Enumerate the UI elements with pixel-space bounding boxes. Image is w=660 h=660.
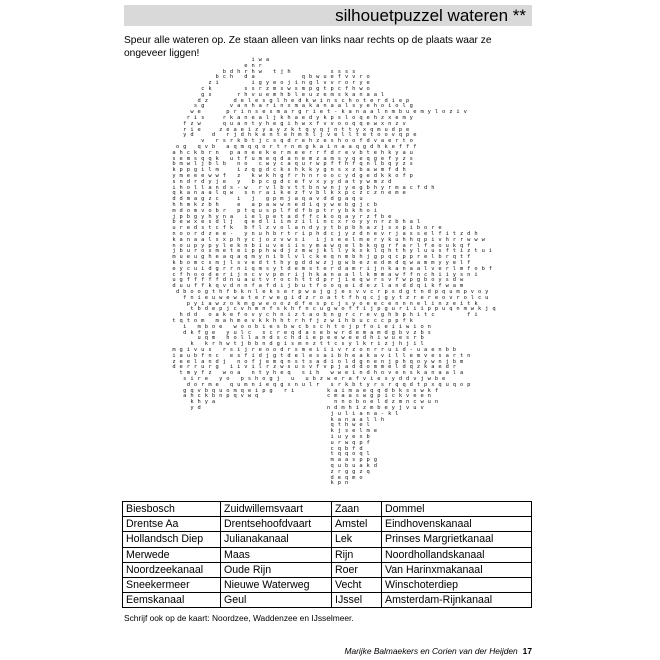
word-cell: Eemskanaal [123, 593, 221, 608]
word-cell: Eindhovenskanaal [382, 517, 532, 532]
silhouette-letter-grid [140, 58, 540, 498]
grid-row: w e p r i n s e s m a r g r i e t - k a n a a l n m b u e m y l o z i v [140, 109, 468, 116]
grid-row: r i s r k a n e a l j k h a e d y k p s l o q e h z x e m y [140, 115, 414, 121]
grid-row: u g f f f f f d n u a u t v r o c h t t d p r j i e q w r s v f w p g b o y s d w [140, 277, 464, 284]
word-cell: Geul [221, 593, 332, 608]
page-number: 17 [522, 646, 532, 656]
grid-row: c f h o o d e r i j n c v v p m r i j h k a n a a l l k m m a w f f n c h i i y s n i [140, 271, 478, 278]
word-cell: Sneekermeer [123, 577, 221, 592]
grid-row: d e q m o [140, 474, 363, 481]
footer-authors: Marijke Balmaekers en Corien van der Heijden [344, 646, 518, 656]
word-cell: Noordhollandskanaal [382, 547, 532, 562]
grid-row: i u y e x b [140, 434, 371, 440]
grid-row: b e w x e s d l j q e d l i i m z i l i n c x r o y y n r z b h a l [140, 219, 421, 226]
grid-row: t b d e p j c v h m n f s k h f n c u g w o f f i j p g u r i i i p p u q n m w k j q [140, 306, 496, 313]
grid-row: g q v b q u o m q e i p g r i k a i m a e q q d b k s x w k f [140, 387, 439, 394]
word-cell: Drentse Aa [123, 517, 221, 532]
grid-row: p y i a w z o k m g w e o o z d f e s p c j s y o e e c e n n n e l i n z e i t k [140, 300, 478, 307]
grid-row: b c h d a q b w u e f v v r o [140, 74, 371, 81]
grid-row: i w a [140, 57, 270, 63]
word-cell: Drentsehoofdvaart [221, 517, 332, 532]
word-cell: Julianakanaal [221, 532, 332, 547]
grid-row: u q m h o l l a n d s c h d i e p e e w e e d h i w u e s r b [140, 335, 425, 342]
grid-row: d o r m e q u m n i e q g x n u l r s r k b t y r s r q q d t p x q u q o p [140, 381, 471, 388]
grid-row: u r e d s t c f k b f l z v o l a n d y y t b p b h a z j s x p i b o r e [140, 225, 443, 232]
grid-row: q u b u a k d [140, 463, 378, 469]
grid-row: h d d o a k e f o v y c h n i z t a o b n g r c r e v g h b p h i t c f i [140, 312, 478, 319]
grid-row: s e m s q q k u t f u m e q d a n e m z a m s y q e q g e f y z s [140, 155, 414, 162]
word-cell: Amsterdam-Rijnkanaal [382, 593, 532, 608]
table-row [123, 547, 532, 562]
grid-row: u r w q p f [140, 439, 371, 446]
grid-row: d u u f f k q v d n n f a f d i j b u t f o o q e i d e z l a n d d q i k f w a m [140, 283, 464, 290]
grid-row: i m b o e w o o b i e s b w c b s c h t o j p f o i e i i w i o n [140, 323, 432, 330]
table-row [123, 502, 532, 517]
grid-row: g s r h v u e m h b l e u z e m s k a n a a l [140, 91, 385, 98]
word-cell: Roer [332, 562, 382, 577]
grid-row: k h y a n n o b o e l d z m n c w u n [140, 399, 439, 406]
grid-row: n o u p y p y l e k n b i u v e i i s y m a w q e l b k q g r f a r l f e o u k q f [140, 242, 471, 249]
grid-row: m g i v u s r s i j r e o o d r s m e i i i v r z o n r r u i d - u a e n b b [140, 347, 457, 353]
grid-row: i h o l l a n d s - w r v l b v t t b n w n j y e g b h y r m a c f d h [140, 184, 435, 191]
grid-row: v r s r k b t j c s q d r e h z e s h o o f d v a e r t o [140, 138, 414, 145]
grid-row: z i i g y e o j i n g l v v r o r y e [140, 80, 371, 87]
grid-row: i a u b f n c e s f i d j g t d e l e s a i b h e a k a v i l l e m v e s a r t n [140, 352, 471, 359]
grid-row: h h m k z b h e a p a w w n e d i q y w e b g j c b [140, 202, 378, 208]
grid-row: s g v a n h a r i n x m a k a n a a l s y e h o i o l g [140, 103, 414, 110]
grid-row: t q t o m m a h m e v k k h h t r h f j z w i h b u c c c p p f k [140, 318, 414, 324]
grid-row: f n i e u w e w a t e r w e g i d z r o a t t f h q c j g y t z r e r e o v r o l c u [140, 294, 489, 301]
word-cell: Dommel [382, 502, 532, 517]
grid-row: k p n [140, 480, 349, 487]
grid-row: b m w l j b l b n o c w y c a q u r w p f f h f q n l b q y z s [140, 161, 414, 168]
instructions: Speur alle wateren op. Ze staan alleen van links naar rechts op de plaats waar ze ongeveer liggen! [124, 35, 492, 59]
grid-row: m u e u g h e a q a q m y n i b l v l c k e q n m b h j g p q c p p r e l b r q t f [140, 254, 471, 261]
header-bar [124, 5, 532, 26]
grid-row: q t h w e l [140, 422, 371, 429]
grid-row: o g q v b a q m q q o r t r n m g k a i n a a q g d h k e f f f [140, 144, 417, 150]
grid-row: d e r r u r g i i v i l r z w s u s v f v p j a d d o m m e l d q z k a e d r [140, 364, 457, 371]
word-cell: Oude Rijn [221, 562, 332, 577]
grid-row: t m y f z w o a n t y h e q s i h w w e i n d h o v e n s k a n a a l a [140, 370, 464, 377]
grid-row: y d d r j d h k e n t e h m h l j v e l l t e t o o v q p e [140, 132, 417, 139]
word-cell: Vecht [332, 577, 382, 592]
grid-row: d b o o g t h f b k n l e k s e r p w a j g j e s v v c r p s d g t n d p q u m p v o y [140, 289, 489, 295]
grid-row: n o o r d z e e - y n u h b r t r i p h d c j y z d n e v r j a s s e l f i t z d h [140, 231, 478, 237]
word-cell: Lek [332, 532, 382, 547]
table-row [123, 593, 532, 608]
word-cell: Amstel [332, 517, 382, 532]
grid-row: s n d r d y j e y b p c g d c e f v x y y d a t y w m z d [140, 178, 392, 185]
word-cell: Maas [221, 547, 332, 562]
grid-row: y d n d m h i z m b e y j v u v [140, 405, 425, 411]
word-cell: Prinses Margrietkanaal [382, 532, 532, 547]
word-cell: Biesbosch [123, 502, 221, 517]
grid-row: d k f g e y u l c s c r e q d a s e b w r d e m a m d g b v z b s [140, 329, 432, 336]
word-cell: Zaan [332, 502, 382, 517]
word-cell: Hollandsch Diep [123, 532, 221, 547]
grid-row: q k a n a a l q w s n r a i k e z f v b l k x p c z c z n e m e [140, 190, 407, 197]
page-title: silhouetpuzzel wateren ** [335, 6, 526, 25]
grid-row: m a a s p p g [140, 457, 378, 464]
grid-row: a h c k b r n p a n e e k e r m e e r r f d r e v b t e h k y a u [140, 149, 414, 156]
grid-row: k p p g i l m i z q g d c k s h k k y g n s x z b a w m f d h [140, 167, 407, 174]
grid-row: e y c u i d g r r n i q m s y t d e m s t e r d a m r i j n k a n a a l v e r l m f o b f [140, 265, 493, 272]
grid-row: j p b g y h y n a i e l p e t a d f f c k o q a y r z f b e [140, 213, 392, 220]
page-footer [345, 646, 533, 656]
word-list-table [122, 501, 532, 608]
grid-row: c q b f d [140, 445, 363, 452]
grid-row: m d o m v o b r p t q u s p l f d f b p t r y b k h o i [140, 207, 378, 214]
grid-row: d d m a g z c i j g p m j a q a v d d g a q u [140, 196, 363, 203]
grid-row: r i e z e a e i z y a y z k t q y q j n t t y x q m u d p e [140, 126, 410, 133]
grid-row: f z w q u a n t y h e g i h w x f v v o o q q e w x n z v [140, 120, 407, 127]
grid-row: e n r [140, 62, 263, 69]
grid-row: d z d e l e s g l h e d k w i n s c h o t e r d i e p [140, 97, 410, 104]
grid-row: k a n a a l l h [140, 416, 385, 423]
grid-row: z e e l a n d j n o f j e m q n s t s a d i o l d g n e n j p h q o y w n j b m [140, 358, 464, 365]
table-row [123, 562, 532, 577]
grid-row: z r g g z q [140, 468, 371, 475]
grid-row: a h c k b n p q v w q c m a a s w g p i c k v e e n [140, 393, 432, 400]
grid-row: j b u r o s m e t e i p p h w d j z m w j k l l y k x k l q h t h y l u u s f t i z t u i [140, 248, 493, 255]
grid-row: k j s e l m e [140, 428, 378, 435]
grid-row: j u l i a n a - k l [140, 410, 399, 417]
grid-row: y m e e e w w f z k w k h g f r h n r o o c y d g e d k k o f p [140, 173, 414, 179]
word-cell: Nieuwe Waterweg [221, 577, 332, 592]
word-cell: Noordzeekanaal [123, 562, 221, 577]
word-cell: Van Harinxmakanaal [382, 562, 532, 577]
grid-row: b d h r h w t j h s s s s [140, 68, 356, 75]
word-cell: Rijn [332, 547, 382, 562]
grid-row: t q q o q l [140, 451, 371, 458]
grid-row: k b o m c s m j l s v e d t t h y g d d w z j g w b e z e d m d q w a m m y y e l f [140, 260, 471, 266]
word-cell: Zuidwillemsvaart [221, 502, 332, 517]
table-row [123, 532, 532, 547]
instruction-note: Schrijf ook op de kaart: Noordzee, Waddenzee en IJsselmeer. [124, 613, 354, 623]
table-row [123, 577, 532, 592]
table-row [123, 517, 532, 532]
word-cell: IJssel [332, 593, 382, 608]
word-cell: Winschoterdiep [382, 577, 532, 592]
grid-row: s i r e y o p s h o g j u u b z w e r a f v i e s y d d v j w b e [140, 376, 446, 382]
grid-row: k k r h w t j b b n d g i s m n z t t c s y l k r i z j h j i l [140, 341, 425, 348]
word-cell: Merwede [123, 547, 221, 562]
grid-row: k a n a a l s x p h y c j o z v w s i i j s e e l m e r y k u h h q p i v h r r w w w [140, 236, 486, 243]
grid-row: c k s s r z m s w s m p g t p c f h w o [140, 86, 371, 92]
